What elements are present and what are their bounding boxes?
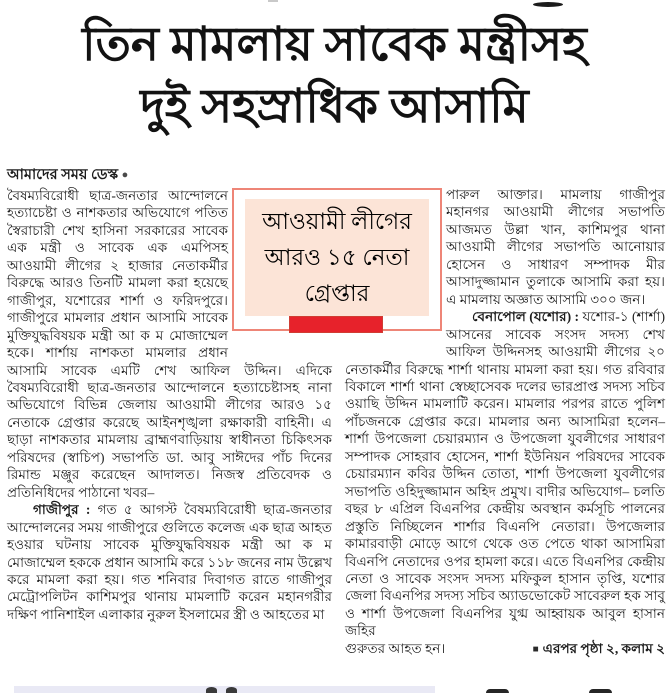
headline-line-1: তিন মামলায় সাবেক মন্ত্রীসহ	[82, 19, 587, 71]
jump-square-icon: ■	[532, 643, 539, 655]
cut-off-glyph-bottom-2	[226, 687, 237, 693]
callout-line-1: আওয়ামী লীগের	[262, 208, 412, 234]
article-headline	[0, 14, 669, 138]
lead-paragraph-text: বৈষম্যবিরোধী ছাত্র-জনতার আন্দোলনে হত্যাচেষ্টা ও নাশকতার অভিযোগে পতিত স্বৈরাচারী শেখ হাসিনা সরকারের সাবেক এক মন্ত্রী ও সাবেক এক এমপিসহ আওয়ামী লীগের ২ হাজার নেতাকর্মীর বিরুদ্ধে আরও তিনটি মামলা করা হয়েছে গাজীপুর, যশোরের শার্শা ও ফরিদপুরে। গাজীপুরে মামলার প্রধান আসামি সাবেক মুক্তিযুদ্ধবিষয়ক মন্ত্রী আ ক ম মোজাম্মেল হকে। শার্শায় নাশকতা মামলার প্রধান আসামি সাবেক এমটি শেখ আফিল উদ্দিন। এদিকে বৈষম্যবিরোধী ছাত্র-জনতার আন্দোলনে হত্যাচেষ্টাসহ নানা অভিযোগে বিভিন্ন জেলায় আওয়ামী লীগের আরও ১৫ নেতাকে গ্রেপ্তার করেছে আইনশৃঙ্খলা রক্ষাকারী বাহিনী। এ ছাড়া নাশকতার মামলায় ব্রাহ্মণবাড়িয়ায় স্বাধীনতা চিকিৎসক পরিষদের (স্বাচিপ) সভাপতি ডা. আবু সাঈদের পাঁচ দিনের রিমান্ড মঞ্জুর করেছেন আদালত। নিজস্ব প্রতিবেদক ও প্রতিনিধিদের পাঠানো খবর–	[7, 188, 332, 500]
callout-line-3: গ্রেপ্তার	[304, 280, 370, 306]
cut-off-mark-top	[268, 0, 278, 2]
continued-on-notice	[533, 640, 665, 658]
callout-line-2: আরও ১৫ নেতা	[264, 244, 410, 270]
gazipur-dateline: গাজীপুর :	[33, 502, 91, 518]
gazipur-paragraph-text: গত ৫ আগস্ট বৈষম্যবিরোধী ছাত্র-জনতার আন্দোলনের সময় গাজীপুরে গুলিতে কলেজ এক ছাত্র আহত হওয়ার ঘটনায় সাবেক মুক্তিযুদ্ধবিষয়ক মন্ত্রী আ ক ম মোজাম্মেল হককে প্রধান আসামি করে ১১৮ জনের নাম উল্লেখ করে মামলা করা হয়। গত শনিবার দিবাগত রাতে গাজীপুর মেট্রোপলিটন কাশিমপুর থানায় মামলাটি করেন মহানগরীর দক্ষিণ পানিশাইল এলাকার নুরুল ইসলামের স্ত্রী ও আহতের মা	[7, 502, 332, 622]
headline-line-2: দুই সহস্রাধিক আসামি	[140, 81, 529, 133]
jump-text: এরপর পৃষ্ঠা ২, কলাম ২	[542, 640, 665, 656]
jump-line	[345, 640, 665, 658]
callout-red-bar	[289, 316, 383, 333]
next-section-strip	[14, 686, 435, 693]
cut-off-glyph-bottom-1	[206, 687, 217, 693]
byline-text: আমাদের সময় ডেস্ক	[7, 167, 119, 183]
byline-bullet-icon: ●	[121, 169, 129, 181]
callout-box	[232, 188, 442, 331]
benapole-paragraph-text: যশোর-১ (শার্শা) আসনের সাবেক সংসদ সদস্য শেখ আফিল উদ্দিনসহ আওয়ামী লীগের ২০ নেতাকর্মীর বিরুদ্ধে শার্শা থানায় মামলা করা হয়। গত রবিবার বিকালে শার্শা থানা স্বেচ্ছাসেবক দলের ভারপ্রাপ্ত সদস্য সচিব ওয়াছি উদ্দিন মামলাটি করেন। মামলার পরপর রাতে পুলিশ পাঁচজনকে গ্রেপ্তার করে। মামলার অন্য আসামিরা হলেন– শার্শা উপজেলা চেয়ারম্যান ও উপজেলা যুবলীগের সাধারণ সম্পাদক সোহরাব হোসেন, শার্শা ইউনিয়ন পরিষদের সাবেক চেয়ারম্যান কবির উদ্দিন তোতা, শার্শা উপজেলা যুবলীগের সভাপতি ওহিদুজ্জামান অহিদ প্রমুখ। বাদীর অভিযোগ– চলতি বছর ৮ এপ্রিল বিএনপির কেন্দ্রীয় অবস্থান কর্মসূচি পালনের প্রস্তুতি নিচ্ছিলেন শার্শার বিএনপি নেতারা। উপজেলার কামারবাড়ী মোড়ে আগে থেকে ওত পেতে থাকা আসামিরা বিএনপি নেতাদের ওপর হামলা করে। এতে বিএনপির কেন্দ্রীয় নেতা ও সাবেক সংসদ সদস্য মফিকুল হাসান তৃপ্তি, যশোর জেলা বিএনপির সদস্য সচিব অ্যাডভোকেট সাবেরুল হক সাবু ও শার্শা উপজেলা বিএনপির যুগ্ম আহ্বায়ক আবুল হাসান জহির	[345, 309, 665, 639]
callout-box-inner	[245, 199, 429, 316]
cut-off-photo-top-2	[589, 689, 612, 693]
continuation-paragraph-text: পারুল আক্তার। মামলায় গাজীপুর মহানগর আওয়ামী লীগের সভাপতি আজমত উল্লা খান, কাশিমপুর থানা আওয়ামী লীগের সভাপতি আনোয়ার হোসেন ও সাধারণ সম্পাদক মীর আসাদুজ্জামান তুলাকে আসামি করা হয়। এ মামলায় অজ্ঞাত আসামি ৩০০ জন।	[446, 187, 665, 307]
benapole-paragraph	[345, 308, 665, 640]
gazipur-paragraph	[7, 501, 332, 623]
cut-off-glyph-top	[533, 2, 563, 7]
byline	[7, 167, 332, 187]
benapole-dateline: বেনাপোল (যশোর) :	[472, 309, 580, 325]
cut-off-photo-top-1	[486, 689, 509, 693]
last-sentence: গুরুতর আহত হন।	[345, 640, 446, 656]
